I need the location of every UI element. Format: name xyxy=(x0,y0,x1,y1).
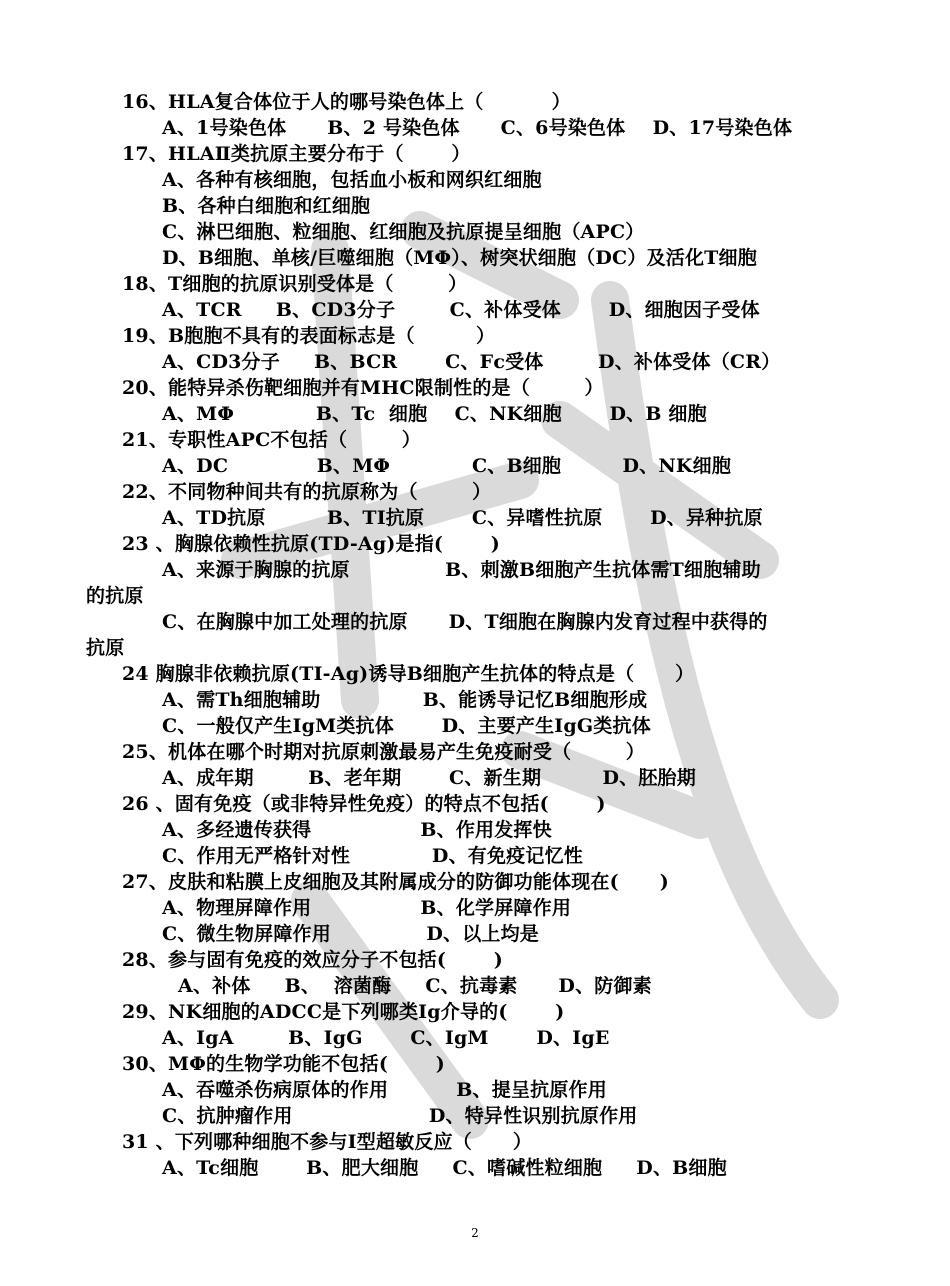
question-line: 18、T细胞的抗原识别受体是（ ） xyxy=(122,273,468,295)
option-line: A、CD3分子 B、BCR C、Fc受体 D、补体受体（CR） xyxy=(162,351,781,373)
option-line: A、成年期 B、老年期 C、新生期 D、胚胎期 xyxy=(162,767,696,789)
option-line: A、补体 B、 溶菌酶 C、抗毒素 D、防御素 xyxy=(178,975,652,997)
question-line: 19、B胞胞不具有的表面标志是（ ） xyxy=(122,325,496,347)
option-line: A、DC B、MΦ C、B细胞 D、NK细胞 xyxy=(162,455,732,477)
question-line: 22、不同物种间共有的抗原称为（ ） xyxy=(122,481,492,503)
continuation-line: 的抗原 xyxy=(86,585,144,607)
question-line: 30、MΦ的生物学功能不包括( ) xyxy=(122,1053,445,1075)
option-line: C、微生物屏障作用 D、以上均是 xyxy=(162,923,540,945)
option-line: A、物理屏障作用 B、化学屏障作用 xyxy=(162,897,572,919)
option-line: A、各种有核细胞，包括血小板和网织红细胞 xyxy=(162,169,542,191)
option-line: A、IgA B、IgG C、IgM D、IgE xyxy=(162,1027,610,1049)
question-line: 24 胸腺非依赖抗原(TI-Ag)诱导B细胞产生抗体的特点是（ ） xyxy=(122,663,695,685)
question-line: 20、能特异杀伤靶细胞并有MHC限制性的是（ ） xyxy=(122,377,604,399)
option-line: B、各种白细胞和红细胞 xyxy=(162,195,371,217)
question-line: 17、HLAⅡ类抗原主要分布于（ ） xyxy=(122,143,471,165)
option-line: C、淋巴细胞、粒细胞、红细胞及抗原提呈细胞（APC） xyxy=(162,221,645,243)
option-line: C、抗肿瘤作用 D、特异性识别抗原作用 xyxy=(162,1105,638,1127)
option-line: A、来源于胸腺的抗原 B、刺激B细胞产生抗体需T细胞辅助 xyxy=(162,559,761,581)
question-line: 26 、固有免疫（或非特异性免疫）的特点不包括( ) xyxy=(122,793,606,815)
question-line: 16、HLA复合体位于人的哪号染色体上（ ） xyxy=(122,91,571,113)
option-line: A、MΦ B、Tc 细胞 C、NK细胞 D、B 细胞 xyxy=(162,403,707,425)
option-line: A、需Th细胞辅助 B、能诱导记忆B细胞形成 xyxy=(162,689,648,711)
option-line: C、作用无严格针对性 D、有免疫记忆性 xyxy=(162,845,583,867)
question-line: 28、参与固有免疫的效应分子不包括( ) xyxy=(122,949,503,971)
question-line: 27、皮肤和粘膜上皮细胞及其附属成分的防御功能体现在( ) xyxy=(122,871,669,893)
question-line: 23 、胸腺依赖性抗原(TD-Ag)是指( ) xyxy=(122,533,500,555)
option-line: C、在胸腺中加工处理的抗原 D、T细胞在胸腺内发育过程中获得的 xyxy=(162,611,768,633)
continuation-line: 抗原 xyxy=(86,637,125,659)
option-line: A、多经遗传获得 B、作用发挥快 xyxy=(162,819,552,841)
option-line: D、B细胞、单核/巨噬细胞（MΦ）、树突状细胞（DC）及活化T细胞 xyxy=(162,247,757,269)
question-line: 29、NK细胞的ADCC是下列哪类Ig介导的( ) xyxy=(122,1001,565,1023)
page-number: 2 xyxy=(471,1226,479,1240)
option-line: A、TCR B、CD3分子 C、补体受体 D、细胞因子受体 xyxy=(162,299,760,321)
option-line: A、TD抗原 B、TI抗原 C、异嗜性抗原 D、异种抗原 xyxy=(162,507,763,529)
option-line: C、一般仅产生IgM类抗体 D、主要产生IgG类抗体 xyxy=(162,715,651,737)
question-line: 25、机体在哪个时期对抗原刺激最易产生免疫耐受（ ） xyxy=(122,741,645,763)
question-line: 21、专职性APC不包括（ ） xyxy=(122,429,421,451)
option-line: A、吞噬杀伤病原体的作用 B、提呈抗原作用 xyxy=(162,1079,607,1101)
question-line: 31 、下列哪种细胞不参与I型超敏反应（ ） xyxy=(122,1131,533,1153)
option-line: A、1号染色体 B、2 号染色体 C、6号染色体 D、17号染色体 xyxy=(162,117,793,139)
option-line: A、Tc细胞 B、肥大细胞 C、嗜碱性粒细胞 D、B细胞 xyxy=(162,1157,727,1179)
